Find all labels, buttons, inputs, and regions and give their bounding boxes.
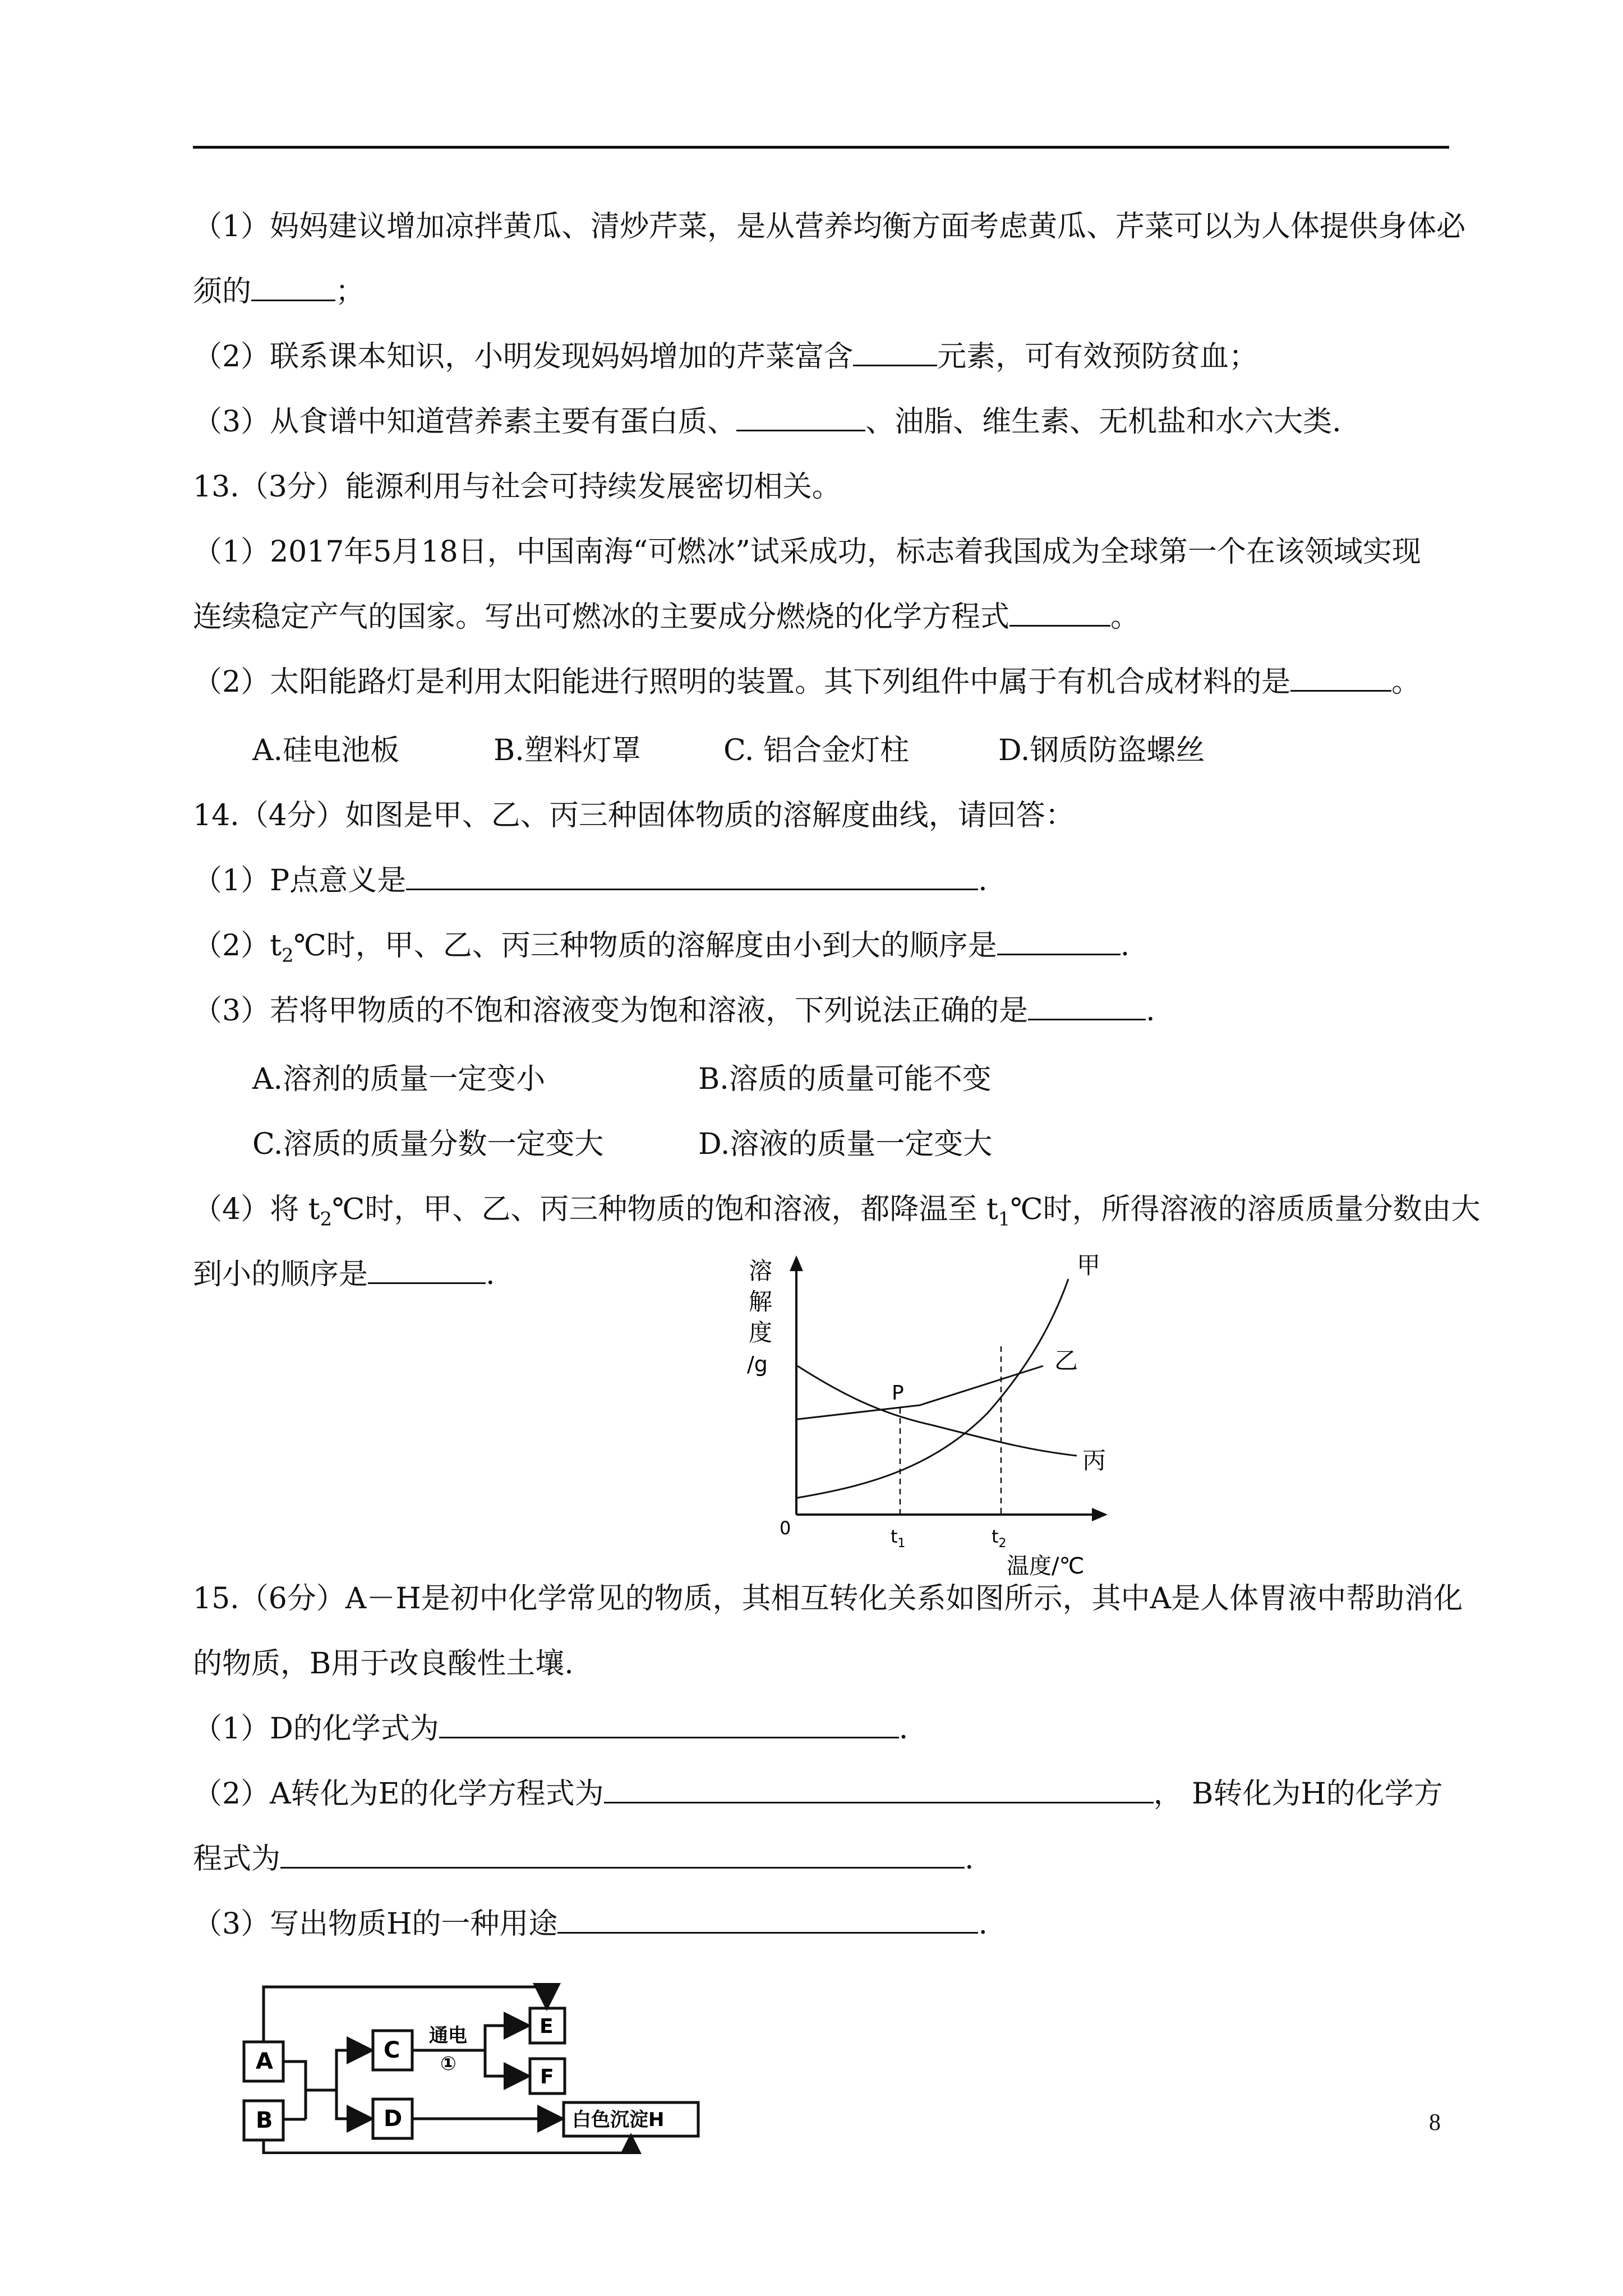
origin-label: 0: [780, 1517, 791, 1539]
tick-t1: $t_1$: [891, 1526, 906, 1550]
series-label-jia: 甲: [1077, 1251, 1101, 1279]
answer-blank[interactable]: [1290, 665, 1391, 692]
q14-stem: 14.（4分）如图是甲、乙、丙三种固体物质的溶解度曲线，请回答：: [193, 799, 1075, 832]
q14-option-b: B.溶质的质量可能不变: [698, 1062, 992, 1096]
label-step-1: ①: [440, 2053, 457, 2075]
q14-part4-line1: （4）将 $t_2℃$时，甲、乙、丙三种物质的饱和溶液，都降温至 $t_1℃$时，所得溶液的溶质质量分数由大: [193, 1193, 1481, 1231]
answer-blank[interactable]: [557, 1907, 978, 1934]
ylabel-1: 溶: [749, 1257, 773, 1285]
answer-blank[interactable]: [604, 1777, 1154, 1803]
q13-option-b: B.塑料灯罩: [494, 734, 641, 767]
q13-stem: 13.（3分）能源利用与社会可持续发展密切相关。: [193, 470, 841, 504]
q13-part1-line2: 连续稳定产气的国家。写出可燃冰的主要成分燃烧的化学方程式 。: [193, 600, 1140, 634]
point-p-label: P: [892, 1382, 904, 1405]
q15-stem-line1: 15.（6分）A－H是初中化学常见的物质，其相互转化关系如图所示，其中A是人体胃液中帮助消化: [193, 1582, 1463, 1616]
curve-yi: [797, 1366, 1043, 1419]
q14-option-a: A.溶剂的质量一定变小: [252, 1062, 546, 1096]
q13-part2: （2）太阳能路灯是利用太阳能进行照明的装置。其下列组件中属于有机合成材料的是 。: [193, 665, 1421, 699]
ylabel-2: 解: [749, 1288, 773, 1315]
answer-blank[interactable]: [368, 1258, 486, 1284]
label-e: E: [540, 2015, 554, 2038]
q12-part1-line2: 须的 ；: [193, 275, 365, 309]
q15-part1: （1）D的化学式为 .: [193, 1712, 909, 1746]
q14-part1: （1）P点意义是 .: [193, 864, 988, 898]
solubility-chart: [695, 1245, 1122, 1582]
answer-blank[interactable]: [853, 340, 937, 366]
y-axis-arrow: [790, 1255, 803, 1271]
q14-part2: $(2)t_2℃$时，甲、乙、丙三种物质的溶解度由小到大的顺序是 .: [193, 929, 1130, 967]
label-a: A: [256, 2049, 273, 2074]
q15-part2-line1: （2）A转化为E的化学方程式为 ， B转化为H的化学方: [193, 1777, 1443, 1811]
curve-bing: [797, 1366, 1077, 1456]
header-rule: [193, 146, 1449, 149]
answer-blank[interactable]: [406, 864, 978, 890]
series-label-bing: 丙: [1082, 1447, 1106, 1474]
xlabel: 温度/℃: [1007, 1553, 1085, 1579]
q13-option-c: C. 铝合金灯柱: [723, 734, 909, 767]
q14-part4-line2: 到小的顺序是 .: [193, 1258, 495, 1291]
q12-part2: （2）联系课本知识，小明发现妈妈增加的芹菜富含 元素，可有效预防贫血；: [193, 340, 1258, 374]
q12-part1-line1: （1）妈妈建议增加凉拌黄瓜、清炒芹菜，是从营养均衡方面考虑黄瓜、芹菜可以为人体提供身体必: [193, 210, 1466, 243]
label-h: 白色沉淀H: [572, 2109, 665, 2131]
tick-t2: $t_2$: [992, 1526, 1007, 1550]
q13-part1-line1: （1）2017年5月18日，中国南海“可燃冰”试采成功，标志着我国成为全球第一个在该领域实现: [193, 535, 1421, 569]
q14-part3: （3）若将甲物质的不饱和溶液变为饱和溶液，下列说法正确的是 .: [193, 994, 1155, 1028]
ylabel-3: 度: [749, 1319, 773, 1346]
ylabel-4: /g: [747, 1352, 768, 1377]
q13-option-d: D.钢质防盗螺丝: [998, 734, 1205, 767]
label-electrolysis: 通电: [429, 2024, 467, 2047]
line-b-bottom: [264, 2138, 631, 2153]
curve-jia: [797, 1279, 1068, 1498]
answer-blank[interactable]: [280, 1842, 965, 1869]
q12-part3: （3）从食谱中知道营养素主要有蛋白质、 、油脂、维生素、无机盐和水六大类.: [193, 405, 1341, 439]
answer-blank[interactable]: [1009, 600, 1110, 627]
x-axis-arrow: [1092, 1508, 1108, 1521]
label-c: C: [384, 2037, 400, 2063]
q14-option-c: C.溶质的质量分数一定变大: [252, 1128, 604, 1161]
answer-blank[interactable]: [1028, 994, 1146, 1020]
label-f: F: [540, 2065, 554, 2088]
label-d: D: [384, 2106, 403, 2132]
answer-blank[interactable]: [251, 275, 335, 301]
conversion-flow-diagram: [236, 1975, 718, 2154]
q15-stem-line2: 的物质，B用于改良酸性土壤.: [193, 1647, 574, 1681]
answer-blank[interactable]: [997, 929, 1121, 955]
answer-blank[interactable]: [439, 1712, 899, 1738]
q15-part3: （3）写出物质H的一种用途 .: [193, 1907, 988, 1941]
line-a-top: [264, 1987, 547, 2042]
q13-option-a: A.硅电池板: [252, 734, 400, 767]
label-b: B: [256, 2108, 273, 2133]
page-number: 8: [1429, 2110, 1441, 2136]
q15-part2-line2: 程式为 .: [193, 1842, 974, 1876]
answer-blank[interactable]: [736, 405, 865, 431]
series-label-yi: 乙: [1054, 1347, 1078, 1374]
q14-option-d: D.溶液的质量一定变大: [698, 1128, 993, 1161]
